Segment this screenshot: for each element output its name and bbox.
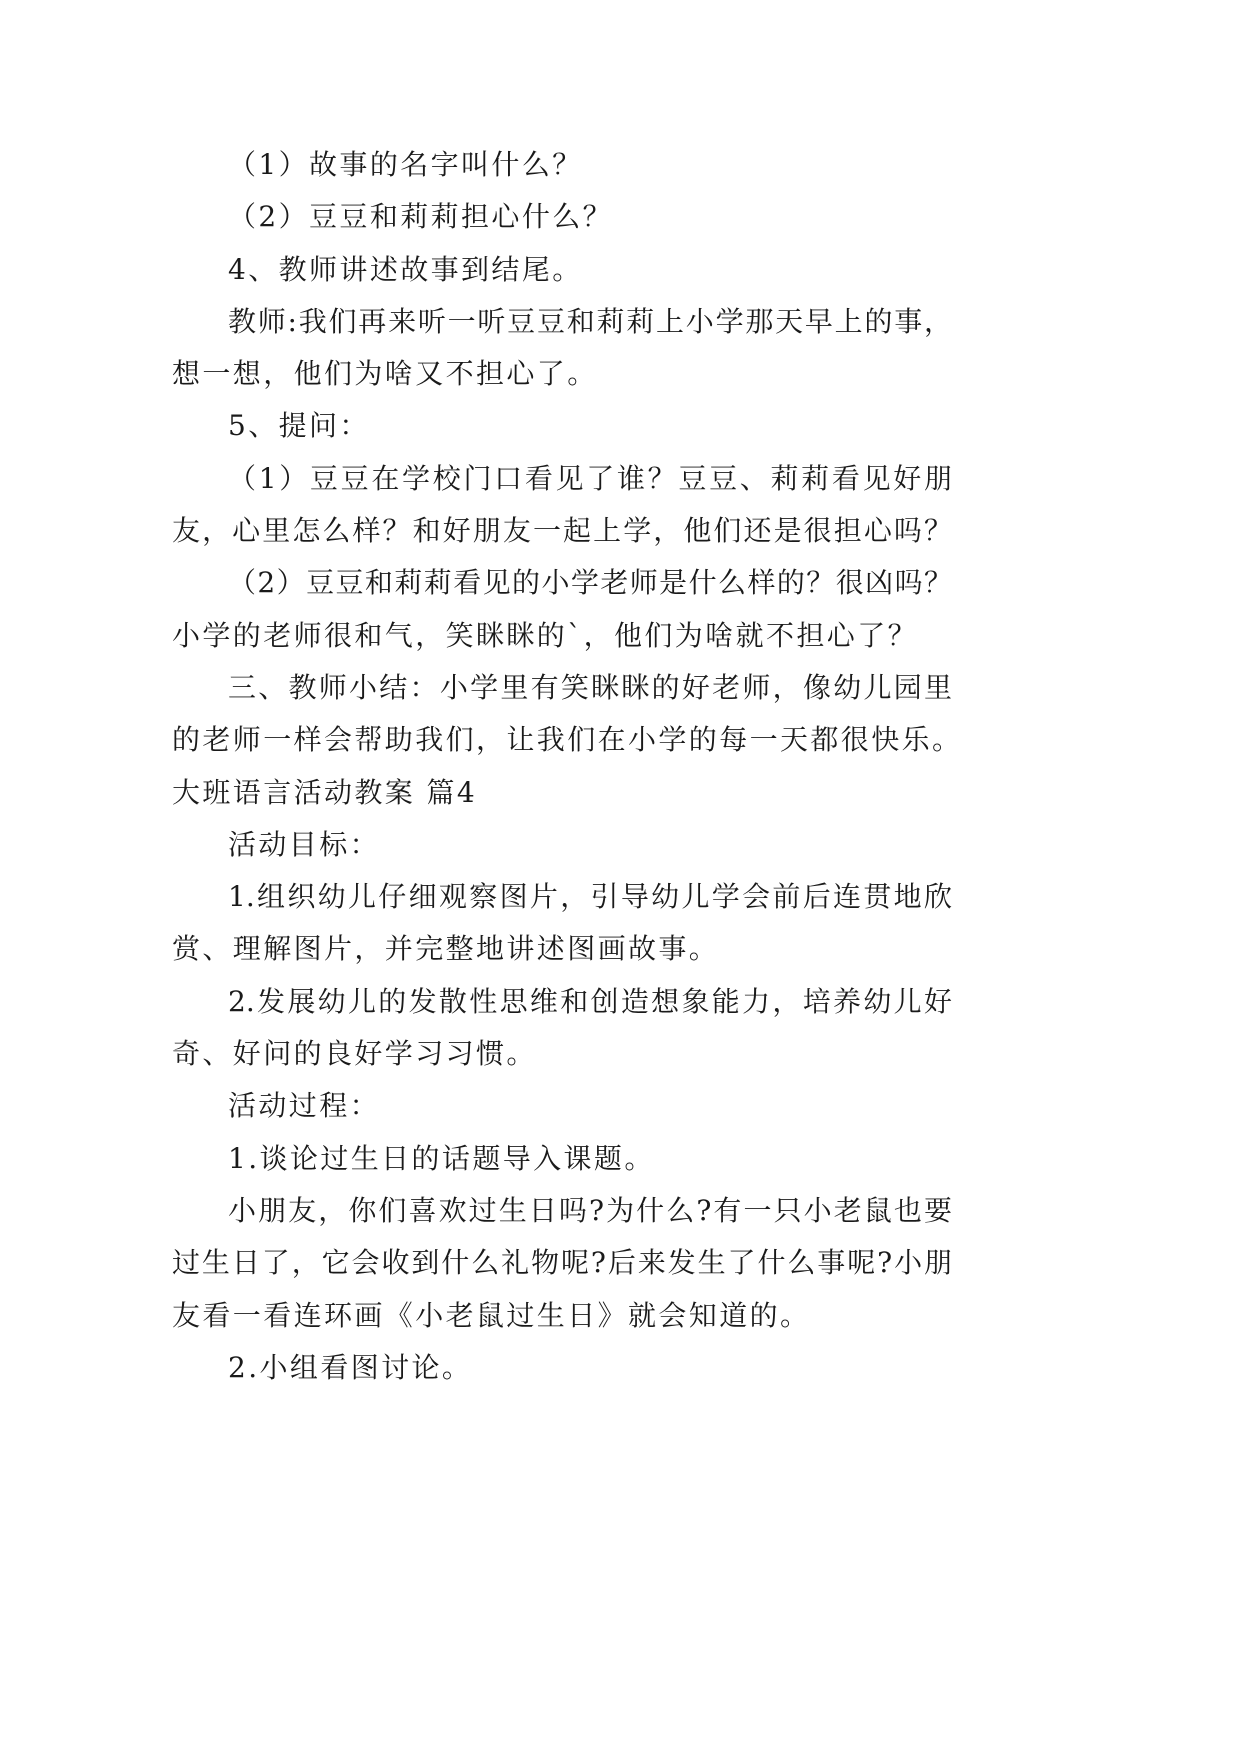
text-line: 2.小组看图讨论。 bbox=[228, 1350, 473, 1384]
text-line: 1.组织幼儿仔细观察图片，引导幼儿学会前后连贯地欣 bbox=[228, 880, 952, 914]
text-line: 2.发展幼儿的发散性思维和创造想象能力，培养幼儿好 bbox=[228, 984, 952, 1018]
paragraph-goal-2 bbox=[172, 976, 952, 1081]
text-line: （2）豆豆和莉莉担心什么？ bbox=[228, 200, 614, 234]
text-line: 小学的老师很和气，笑眯眯的`，他们为啥就不担心了？ bbox=[172, 618, 919, 652]
text-line: 过生日了，它会收到什么礼物呢?后来发生了什么事呢?小朋 bbox=[172, 1246, 952, 1280]
paragraph-process-2 bbox=[172, 1342, 952, 1394]
text-line: 教师:我们再来听一听豆豆和莉莉上小学那天早上的事， bbox=[228, 304, 952, 338]
paragraph-step-5 bbox=[172, 400, 952, 452]
paragraph-step-4 bbox=[172, 244, 952, 296]
paragraph-summary bbox=[172, 662, 963, 767]
text-line: 活动目标： bbox=[228, 827, 381, 861]
text-line: 1.谈论过生日的话题导入课题。 bbox=[228, 1141, 655, 1175]
paragraph-question-1 bbox=[172, 139, 952, 191]
text-line: （2）豆豆和莉莉看见的小学老师是什么样的？很凶吗？ bbox=[228, 566, 952, 600]
text-line: 活动过程： bbox=[228, 1089, 381, 1123]
text-line: 5、提问： bbox=[228, 409, 370, 443]
text-line: 奇、好问的良好学习习惯。 bbox=[172, 1037, 537, 1071]
text-line: 赏、理解图片，并完整地讲述图画故事。 bbox=[172, 932, 720, 966]
paragraph-question-5-2 bbox=[172, 557, 952, 662]
text-line: 友，心里怎么样？和好朋友一起上学，他们还是很担心吗？ bbox=[172, 514, 952, 548]
paragraph-goals-heading bbox=[172, 819, 952, 871]
document-body bbox=[172, 139, 963, 1394]
paragraph-teacher bbox=[172, 296, 952, 401]
paragraph-question-5-1 bbox=[172, 453, 952, 558]
section-heading: 大班语言活动教案 篇4 bbox=[172, 775, 478, 809]
text-line: 的老师一样会帮助我们，让我们在小学的每一天都很快乐。 bbox=[172, 723, 963, 757]
paragraph-process-heading bbox=[172, 1080, 952, 1132]
text-line: 想一想，他们为啥又不担心了。 bbox=[172, 357, 598, 391]
text-line: 4、教师讲述故事到结尾。 bbox=[228, 252, 583, 286]
text-line: （1）豆豆在学校门口看见了谁？豆豆、莉莉看见好朋 bbox=[228, 461, 952, 495]
paragraph-intro-dialogue bbox=[172, 1185, 952, 1342]
paragraph-goal-1 bbox=[172, 871, 952, 976]
section-title bbox=[172, 767, 952, 819]
text-line: （1）故事的名字叫什么？ bbox=[228, 148, 583, 181]
text-line: 小朋友，你们喜欢过生日吗?为什么?有一只小老鼠也要 bbox=[228, 1193, 952, 1227]
text-line: 三、教师小结：小学里有笑眯眯的好老师，像幼儿园里 bbox=[228, 670, 952, 704]
paragraph-process-1 bbox=[172, 1133, 952, 1185]
paragraph-question-2 bbox=[172, 191, 952, 243]
text-line: 友看一看连环画《小老鼠过生日》就会知道的。 bbox=[172, 1298, 811, 1332]
